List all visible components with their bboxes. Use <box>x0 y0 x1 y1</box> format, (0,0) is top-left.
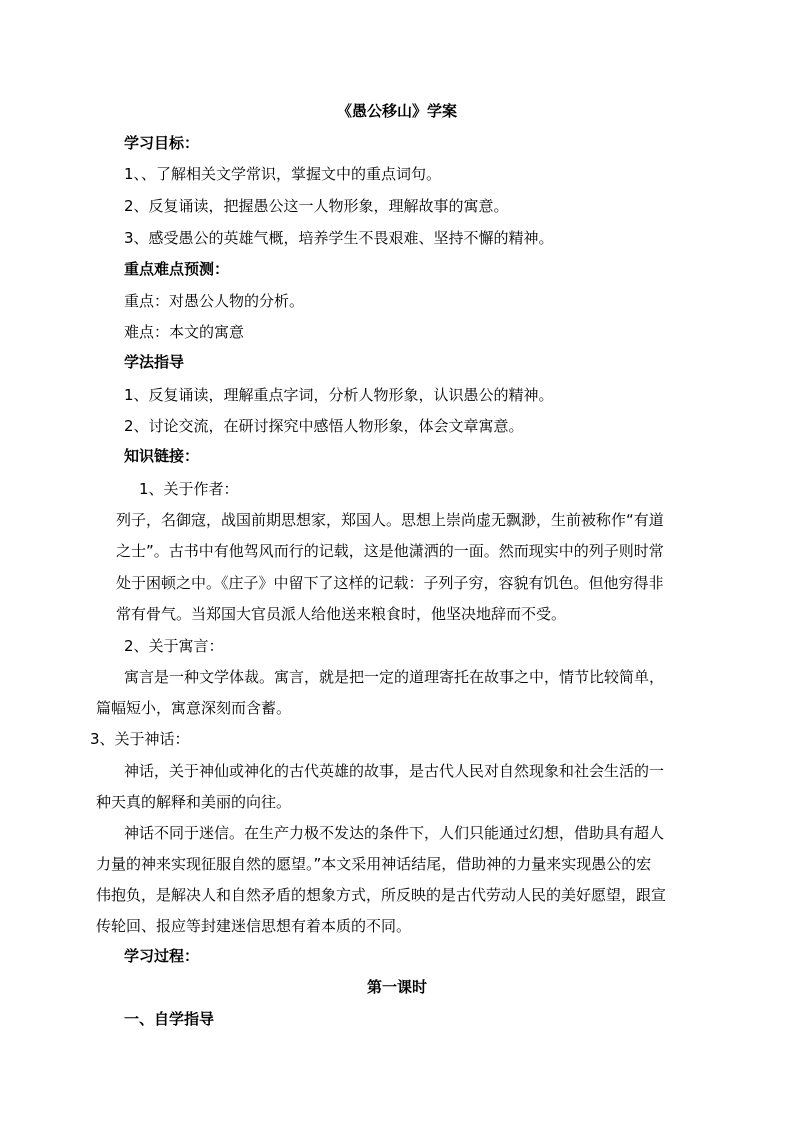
objective-item-1: 1、、了解相关文学常识，掌握文中的重点词句。 <box>124 165 442 183</box>
myth-para1-line-1: 神话，关于神仙或神化的古代英雄的故事，是古代人民对自然现象和社会生活的一 <box>124 762 665 780</box>
fable-line-1: 寓言是一种文学体裁。寓言，就是把一定的道理寄托在故事之中，情节比较简单， <box>124 668 665 686</box>
myth-para2-line-1: 神话不同于迷信。在生产力极不发达的条件下，人们只能通过幻想，借助具有超人 <box>124 824 665 842</box>
myth-heading: 3、关于神话： <box>90 730 190 748</box>
knowledge-heading: 知识链接： <box>124 447 200 465</box>
objective-item-3: 3、感受愚公的英雄气概，培养学生不畏艰难、坚持不懈的精神。 <box>124 229 554 247</box>
author-heading: 1、关于作者： <box>139 480 239 498</box>
lesson-title: 第一课时 <box>366 978 427 996</box>
method-item-2: 2、讨论交流，在研讨探究中感悟人物形象，体会文章寓意。 <box>124 417 524 435</box>
key-point: 重点：对愚公人物的分析。 <box>124 292 305 310</box>
fable-line-2: 篇幅短小，寓意深刻而含蓄。 <box>96 699 292 717</box>
key-points-heading: 重点难点预测： <box>124 260 230 278</box>
author-line-4: 常有骨气。当郑国大官员派人给他送来粮食时，他坚决地辞而不受。 <box>116 605 567 623</box>
author-line-2: 之士”。古书中有他驾风而行的记载，这是他潇洒的一面。然而现实中的列子则时常 <box>116 542 664 560</box>
fable-heading: 2、关于寓言： <box>124 637 224 655</box>
objectives-heading: 学习目标： <box>124 134 200 152</box>
author-line-3: 处于困顿之中。《庄子》中留下了这样的记载：子列子穷，容貌有饥色。但他穷得非 <box>116 574 664 592</box>
difficulty-point: 难点：本文的寓意 <box>124 323 245 341</box>
document-title: 《愚公移山》学案 <box>336 102 457 120</box>
myth-para1-line-2: 种天真的解释和美丽的向往。 <box>96 793 292 811</box>
myth-para2-line-3: 伟抱负，是解决人和自然矛盾的想象方式，所反映的是古代劳动人民的美好愿望，跟宣 <box>96 886 667 904</box>
author-line-1: 列子，名御寇，战国前期思想家，郑国人。思想上崇尚虚无飘渺，生前被称作“有道 <box>116 511 664 529</box>
section-heading: 一、自学指导 <box>124 1010 215 1028</box>
method-item-1: 1、反复诵读，理解重点字词，分析人物形象，认识愚公的精神。 <box>124 386 554 404</box>
myth-para2-line-2: 力量的神来实现征服自然的愿望。”本文采用神话结尾，借助神的力量来实现愚公的宏 <box>96 855 652 873</box>
objective-item-2: 2、反复诵读，把握愚公这一人物形象，理解故事的寓意。 <box>124 197 509 215</box>
myth-para2-line-4: 传轮回、报应等封建迷信思想有着本质的不同。 <box>96 917 412 935</box>
method-heading: 学法指导 <box>124 353 185 371</box>
process-heading: 学习过程： <box>124 947 200 965</box>
